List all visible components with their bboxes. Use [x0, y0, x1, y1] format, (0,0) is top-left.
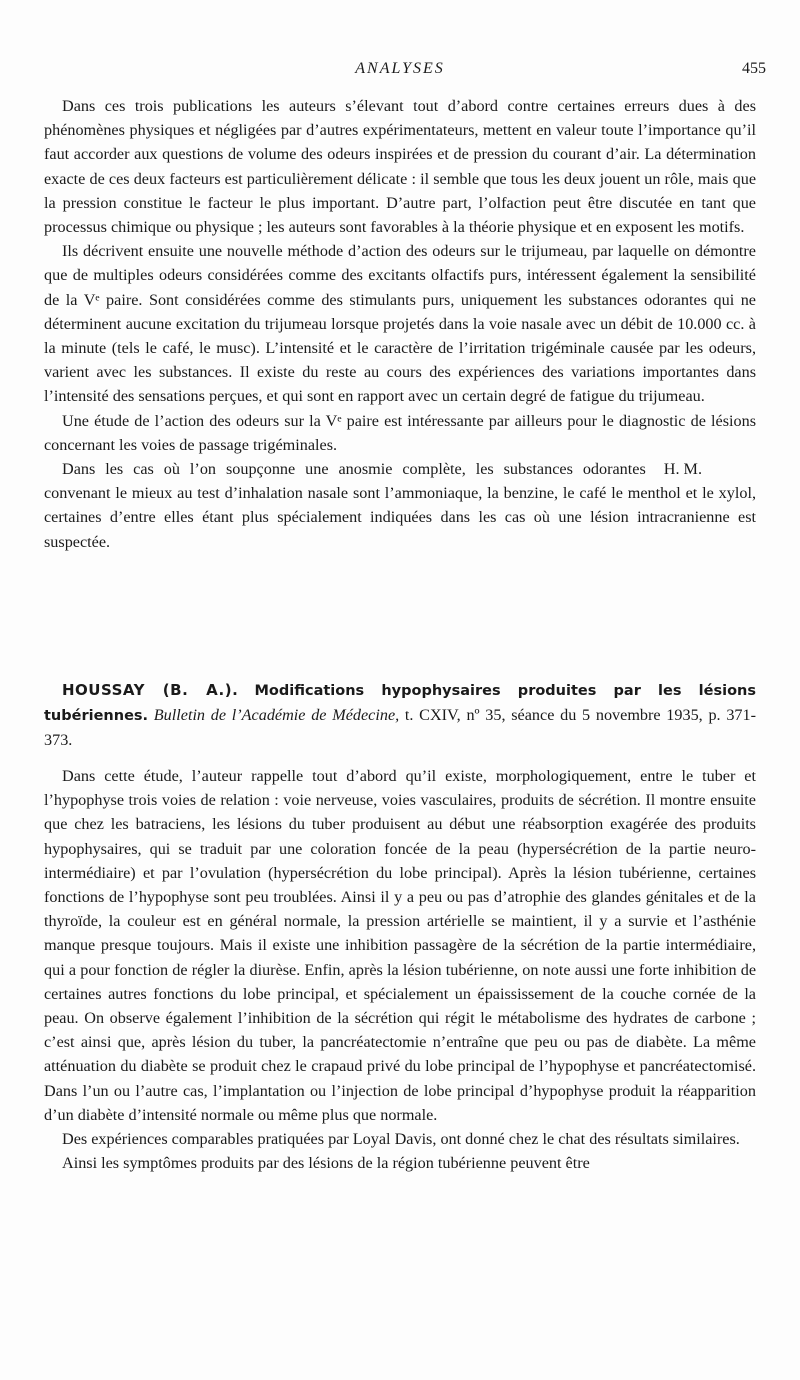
reference-title: Modifications hypophysaires produites par les lésions tubériennes. — [44, 683, 756, 725]
reference-details: t. CXIV, nº 35, séance du 5 novembre 1935, p. 371-373. — [44, 706, 757, 750]
page-number: 455 — [742, 60, 766, 77]
paragraph: Des expériences comparables pratiquées par Loyal Davis, ont donné chez le chat des résultats similaires. — [62, 1130, 740, 1149]
reviewer-signature: H. M. — [663, 460, 702, 479]
review-body — [44, 764, 756, 1175]
paragraph-with-signature — [44, 457, 756, 554]
bibliographic-reference — [44, 678, 756, 753]
paragraph: Ainsi les symptômes produits par des lésions de la région tubérienne peuvent être — [62, 1154, 590, 1173]
paragraph: Une étude de l’action des odeurs sur la Vᵉ paire est intéressante par ailleurs pour le diagnostic de lésions concernant les voies de passage trigéminales. — [44, 411, 756, 454]
reference-author: HOUSSAY (B. A.). — [62, 681, 239, 699]
paragraph-text: Dans les cas où l’on soupçonne une anosmie complète, les substances odorantes convenant le mieux au test d’inhalation nasale sont l’ammoniaque, la benzine, le café le menthol et le xylol, certaines d’entre elles étant plus spécialement indiquées dans les cas où une lésion intracranienne est suspectée. — [44, 460, 756, 551]
paragraph: Dans cette étude, l’auteur rappelle tout d’abord qu’il existe, morphologiquement, entre le tuber et l’hypophyse trois voies de relation : voie nerveuse, voies vasculaires, produits de sécrétion. Il montre ensuite que chez les batraciens, les lésions du tuber produisent au début une réabsorption exagérée des produits hypophysaires, qui se traduit par une coloration foncée de la peau (hypersécrétion de la partie neuro-intermédiaire) et par l’ovulation (hypersécrétion du lobe principal). Après la lésion tubérienne, certaines fonctions de l’hypophyse sont peu troublées. Ainsi il y a peu ou pas d’atrophie des glandes génitales et de la thyroïde, la couleur est en général normale, la pression artérielle se maintient, il y a survie et l’asthénie manque presque toujours. Mais il existe une inhibition passagère de la sécrétion de la partie intermédiaire, qui a pour fonction de régler la diurèse. Enfin, après la lésion tubérienne, on note aussi une forte inhibition de certaines autres fonctions du lobe principal, et spécialement un épaississement de la couche cornée de la peau. On observe également l’inhibition de la sécrétion qui régit le métabolisme des hydrates de carbone ; c’est ainsi que, après lésion du tuber, la pancréatectomie n’entraîne que peu ou pas de diabète. La même atténuation du diabète se produit chez le crapaud privé du lobe principal de l’hypophyse et pancréatectomisé. Dans l’un ou l’autre cas, l’implantation ou l’injection de lobe principal d’hypophyse produit la réapparition d’un diabète d’intensité normale ou même plus que normale. — [44, 767, 756, 1124]
reference-entry — [44, 678, 756, 753]
reference-journal: Bulletin de l’Académie de Médecine, — [153, 706, 400, 725]
paragraph: Ils décrivent ensuite une nouvelle méthode d’action des odeurs sur le trijumeau, par laquelle on démontre que de multiples odeurs considérées comme des excitants olfactifs purs, intéressent également la sensibilité de la Vᵉ paire. Sont considérées comme des stimulants purs, uniquement les substances odorantes qui ne déterminent aucune excitation du trijumeau lorsque projetés dans la voie nasale avec un débit de 10.000 cc. à la minute (tels le café, le musc). L’intensité et le caractère de l’irritation trigéminale causée par les odeurs, varient avec les substances. Il existe du reste au cours des expériences des variations importantes dans l’intensité des sensations perçues, et qui sont en rapport avec un certain degré de fatigue du trijumeau. — [44, 242, 756, 406]
review-continued — [44, 94, 756, 554]
paragraph: Dans ces trois publications les auteurs s’élevant tout d’abord contre certaines erreurs dues à des phénomènes physiques et négligées par d’autres expérimentateurs, mettent en valeur toute l’importance qu’il faut accorder aux questions de volume des odeurs inspirées et de pression du courant d’air. La détermination exacte de ces deux facteurs est particulièrement délicate : il semble que tous les deux jouent un rôle, mais que la pression constitue le facteur le plus important. D’autre part, l’olfaction peut être discutée en tant que processus chimique ou physique ; les auteurs sont favorables à la théorie physique et en exposent les motifs. — [44, 97, 756, 237]
running-title: ANALYSES — [355, 60, 445, 77]
running-header — [0, 60, 800, 84]
